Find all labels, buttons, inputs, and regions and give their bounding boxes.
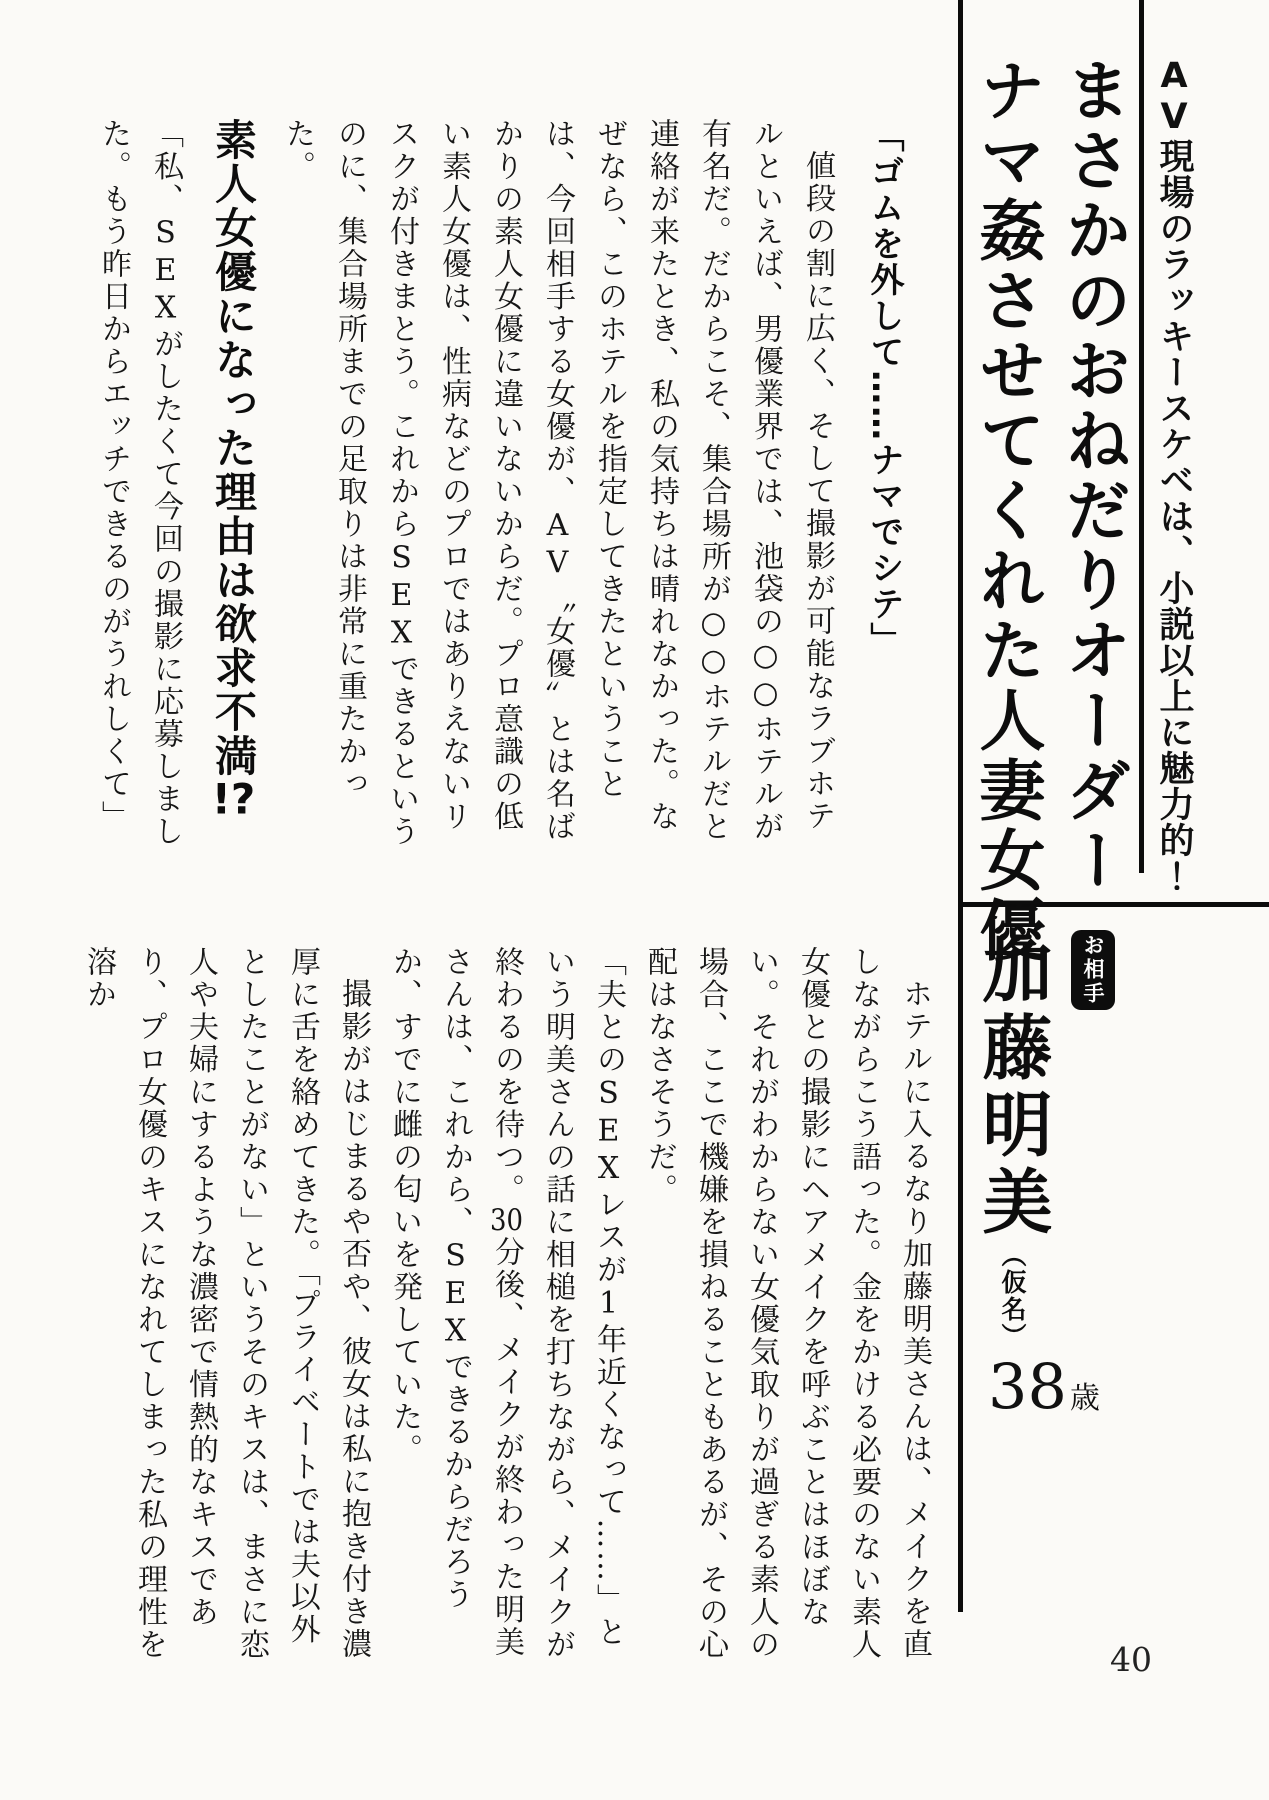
article-title-line1: まさかのおねだりオーダー [1054,56,1131,896]
partner-age-unit: 歳 [1069,1381,1100,1416]
page-number: 40 [1110,1640,1152,1679]
subhead-secondary: 素人女優になった理由は欲求不満!? [209,118,258,820]
partner-age-number: 38 [988,1350,1067,1423]
paragraph-3: ホテルに入るなり加藤明美さんは、メイクを直しながらこう語った。金をかける必要のない素人女優との撮影にヘアメイクを呼ぶことはほぼない。それがわからない女優気取りが過ぎる素人の場合、ここで機嫌を損ねることもあるが、その心配はなさそうだ。 [642,946,932,1661]
partner-alias: （仮名） [998,1242,1027,1350]
divider-vertical-outer [1139,0,1144,873]
byline [971,934,1053,1350]
subhead-quote: 「ゴムを外して……ナマでシテ」 [864,118,904,658]
partner-badge: お相手 [1071,930,1115,1010]
article-title [963,56,1135,966]
article-body-lower [73,946,940,1662]
paragraph-4: 「夫とのSEXレスが1年近くなって……」という明美さんの話に相槌を打ちながら、メイクが終わるのを待つ。30分後、メイクが終わった明美さんは、これから、SEXできるからだろうか、すでに雌の匂いを発していた。 [387,946,626,1661]
partner-age [988,1350,1100,1423]
paragraph-1: 値段の割に広く、そして撮影が可能なラブホテルといえば、男優業界では、池袋の○○ホテルが有名だ。だからこそ、集合場所が○○ホテルだと連絡が来たとき、私の気持ちは晴れなかった。なぜなら、このホテルを指定してきたということは、今回相手する女優が、AV〝女優〟とは名ばかりの素人女優に違いないからだ。プロ意識の低い素人女優は、性病などのプロではありえないリスクが付きまとう。これからSEXできるというのに、集合場所までの足取りは非常に重たかった。 [280,118,835,848]
paragraph-2: 「私、SEXがしたくて今回の撮影に応募しました。もう昨日からエッチできるのがうれしくて」 [96,118,183,848]
partner-name: 加藤明美 [971,934,1053,1242]
paragraph-5: 撮影がはじまるや否や、彼女は私に抱き付き濃厚に舌を絡めてきた。「プライベートでは夫以外としたことがない」というそのキスは、まさに恋人や夫婦にするような濃密で情熱的なキスであり、プロ女優のキスになれてしまった私の理性を溶か [81,946,371,1661]
article-body-upper [87,118,907,858]
article-title-line2: ナマ姦させてくれた人妻女優 [968,56,1045,966]
page-catchphrase: AV現場のラッキースケベは、小説以上に魅力的！ [1154,56,1194,894]
